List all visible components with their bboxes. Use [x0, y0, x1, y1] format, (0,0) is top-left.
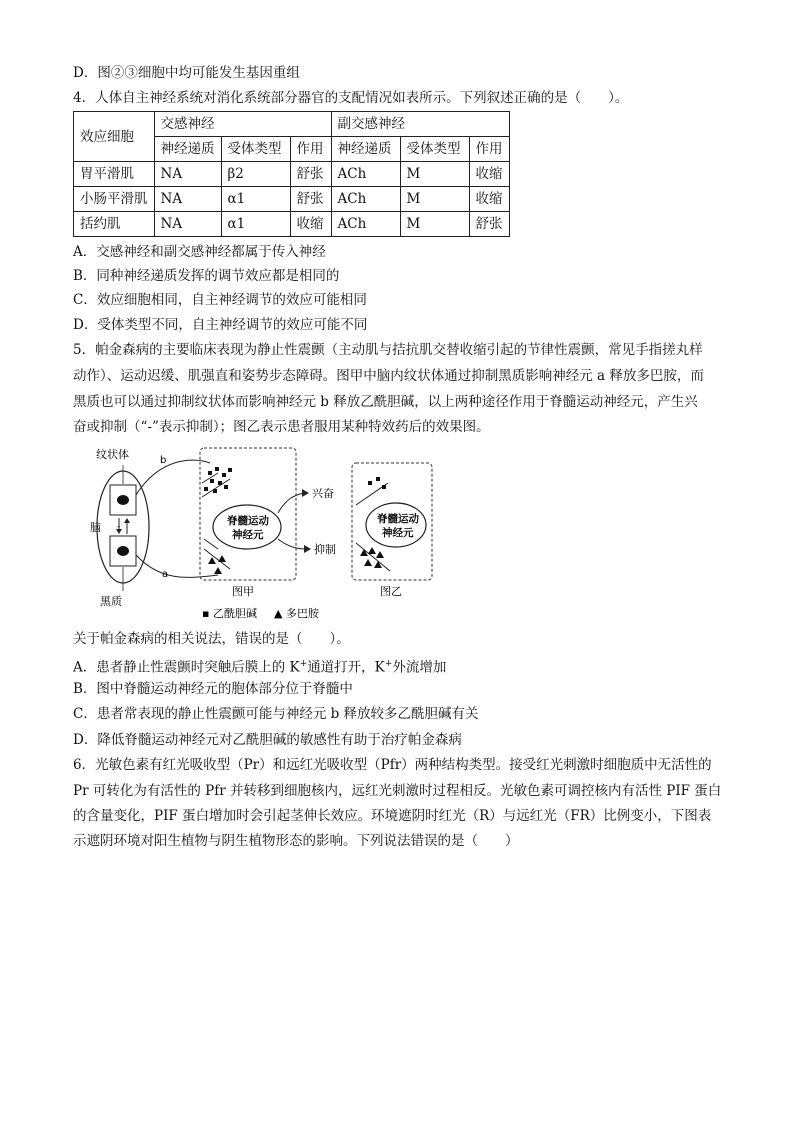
- table-subheader: 神经递质: [331, 137, 400, 162]
- neuron-b-path: [136, 460, 210, 495]
- q3-option-d: D．图②③细胞中均可能发生基因重组: [73, 65, 300, 81]
- ach-dots-yi: [368, 477, 386, 489]
- arrow-head: [124, 518, 130, 523]
- motor-neuron-yi: [366, 503, 426, 547]
- label-substantia-nigra: 黑质: [100, 595, 122, 608]
- table-cell: M: [400, 187, 469, 212]
- label-striatum: 纹状体: [96, 448, 129, 461]
- label-brain: 脑: [90, 521, 101, 534]
- table-cell: ACh: [331, 187, 400, 212]
- superscript-plus: +: [384, 659, 393, 669]
- table-cell: 收缩: [469, 187, 509, 212]
- option-a-text: 外流增加: [392, 659, 447, 676]
- arrow-head: [302, 489, 309, 497]
- table-cell: ACh: [331, 212, 400, 237]
- table-header-parasympathetic: 副交感神经: [331, 112, 509, 137]
- table-row: [74, 162, 510, 187]
- q5-figure: [90, 443, 440, 625]
- dopamine-triangles-jia: [208, 555, 226, 574]
- table-cell: M: [400, 162, 469, 187]
- q6-line: Pr 可转化为有活性的 Pfr 并转移到细胞核内，远红光刺激时过程相反。光敏色素可调控核内有活性 PIF 蛋白: [73, 783, 722, 799]
- table-cell: 小肠平滑肌: [74, 187, 155, 212]
- neuron-a-path: [136, 555, 218, 577]
- label-fig-yi: 图乙: [380, 585, 402, 598]
- table-cell: 舒张: [290, 162, 331, 187]
- table-row: [74, 212, 510, 237]
- table-cell: ACh: [331, 162, 400, 187]
- q5-option-c: C．患者常表现的静止性震颤可能与神经元 b 释放较多乙酰胆碱有关: [73, 706, 479, 722]
- q5-stem-line: 奋或抑制（“-”表示抑制）；图乙表示患者服用某种特效药后的效果图。: [73, 419, 490, 435]
- legend-ach: ▪ 乙酰胆碱: [202, 607, 257, 620]
- nigra-nucleus: [117, 546, 129, 556]
- table-cell: β2: [221, 162, 290, 187]
- table-cell: NA: [154, 212, 221, 237]
- label-b: b: [160, 455, 167, 466]
- motor-neuron-jia: [213, 505, 281, 549]
- q6-line: 6．光敏色素有红光吸收型（Pr）和远红光吸收型（Pfr）两种结构类型。接受红光刺激时细胞质中无活性的: [73, 757, 712, 773]
- q4-option-c: C．效应细胞相同，自主神经调节的效应可能相同: [73, 292, 367, 308]
- table-cell: α1: [221, 212, 290, 237]
- neuron-label-line1: 脊髓运动: [377, 513, 419, 525]
- label-excite: 兴奋: [312, 487, 334, 500]
- table-subheader: 受体类型: [221, 137, 290, 162]
- table-cell: NA: [154, 162, 221, 187]
- table-cell: 胃平滑肌: [74, 162, 155, 187]
- neuron-label-line2: 神经元: [232, 529, 264, 541]
- table-cell: 舒张: [469, 212, 509, 237]
- q5-option-b: B．图中脊髓运动神经元的胞体部分位于脊髓中: [73, 681, 353, 697]
- q5-stem-line: 黑质也可以通过抑制纹状体而影响神经元 b 释放乙酰胆碱，以上两种途径作用于脊髓运动神经元，产生兴: [73, 394, 698, 410]
- q5-question: 关于帕金森病的相关说法，错误的是（ ）。: [73, 631, 350, 647]
- table-cell: 括约肌: [74, 212, 155, 237]
- dopamine-triangles-yi: [360, 547, 384, 568]
- q6-line: 示遮阴环境对阳生植物与阴生植物形态的影响。下列说法错误的是（ ）: [73, 833, 519, 849]
- excite-arrow: [278, 493, 304, 513]
- neuron-label-line1: 脊髓运动: [227, 515, 269, 527]
- synapse-line: [204, 549, 230, 569]
- table-subheader: 神经递质: [154, 137, 221, 162]
- table-cell: M: [400, 212, 469, 237]
- q4-table: [73, 111, 510, 237]
- minus-sign: -: [117, 522, 121, 532]
- q6-line: 的含量变化，PIF 蛋白增加时会引起茎伸长效应。环境遮阴时红光（R）与远红光（FR）比例变小，下图表: [73, 808, 712, 824]
- q4-option-d: D．受体类型不同，自主神经调节的效应可能不同: [73, 317, 368, 333]
- label-fig-jia: 图甲: [232, 585, 254, 598]
- table-subheader: 受体类型: [400, 137, 469, 162]
- table-cell: α1: [221, 187, 290, 212]
- q5-stem-line: 动作）、运动迟缓、肌强直和姿势步态障碍。图甲中脑内纹状体通过抑制黑质影响神经元 a 释放多巴胺，而: [73, 368, 704, 384]
- table-cell: 收缩: [469, 162, 509, 187]
- table-subheader: 作用: [290, 137, 331, 162]
- table-cell: 收缩: [290, 212, 331, 237]
- q4-stem: 4．人体自主神经系统对消化系统部分器官的支配情况如表所示。下列叙述正确的是（ ）。: [73, 90, 629, 106]
- q4-option-a: A．交感神经和副交感神经都属于传入神经: [73, 244, 326, 260]
- table-header-sympathetic: 交感神经: [154, 112, 331, 137]
- table-cell: 舒张: [290, 187, 331, 212]
- synapse-line: [204, 539, 218, 549]
- synapse-line: [356, 543, 390, 571]
- table-row: [74, 187, 510, 212]
- arrow-head: [304, 545, 311, 553]
- option-a-text: A．患者静止性震颤时突触后膜上的 K: [73, 659, 300, 676]
- table-subheader: 作用: [469, 137, 509, 162]
- label-inhibit: 抑制: [314, 543, 336, 556]
- neuron-label-line2: 神经元: [382, 527, 414, 539]
- legend-dopamine: ▲ 多巴胺: [274, 607, 319, 620]
- striatum-nucleus: [117, 495, 129, 505]
- option-a-text: 通道打开，K: [307, 659, 385, 676]
- table-cell: NA: [154, 187, 221, 212]
- superscript-plus: +: [299, 659, 308, 669]
- q5-option-a: [73, 653, 446, 679]
- q5-option-d: D．降低脊髓运动神经元对乙酰胆碱的敏感性有助于治疗帕金森病: [73, 732, 462, 748]
- table-header-effector: 效应细胞: [74, 112, 155, 162]
- label-a: a: [162, 569, 169, 580]
- inhibit-arrow: [278, 539, 306, 549]
- q4-option-b: B．同种神经递质发挥的调节效应都是相同的: [73, 268, 340, 284]
- q5-stem-line: 5．帕金森病的主要临床表现为静止性震颤（主动肌与拮抗肌交替收缩引起的节律性震颤，常见手指搓丸样: [73, 342, 703, 358]
